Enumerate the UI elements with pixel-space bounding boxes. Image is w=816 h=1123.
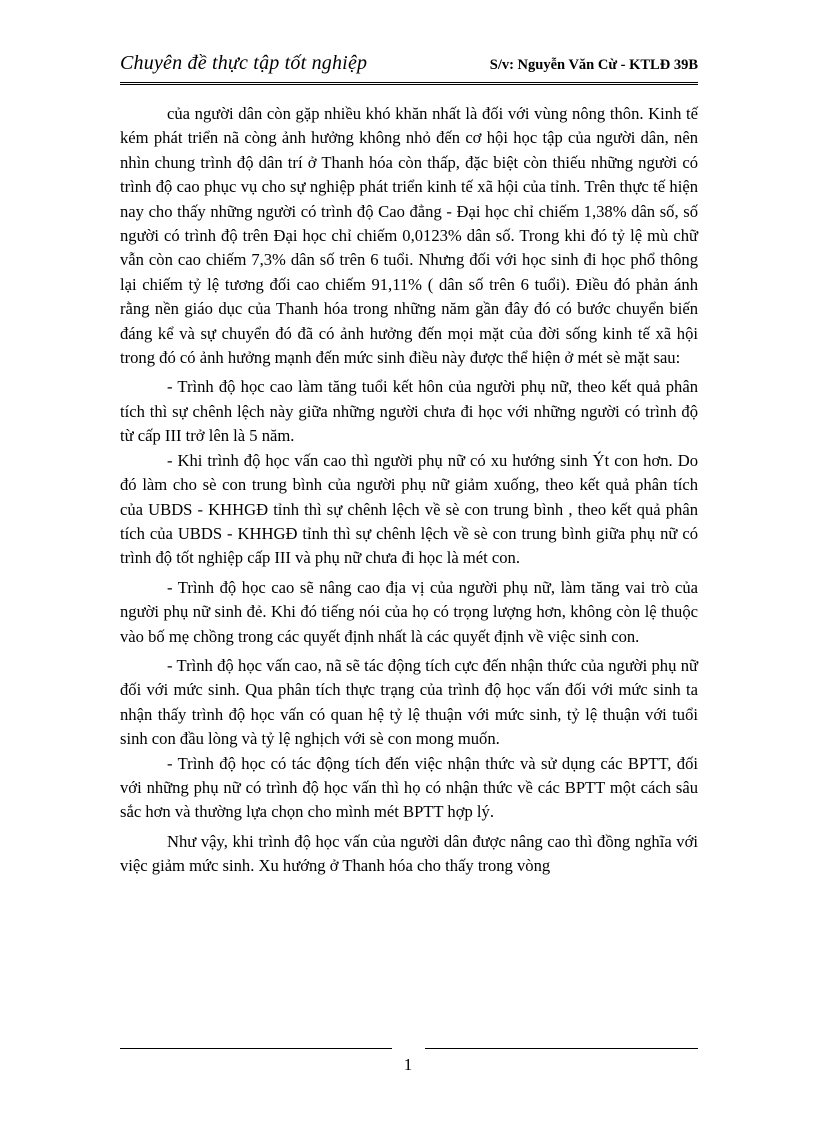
body-text	[120, 102, 698, 884]
paragraph-conclusion: Như vậy, khi trình độ học vấn của người dân được nâng cao thì đồng nghĩa với việc giảm mức sinh. Xu hướng ở Thanh hóa cho thấy trong vòng	[120, 831, 698, 876]
document-title: Chuyên đề thực tập tốt nghiệp	[120, 52, 368, 74]
page-header	[120, 52, 698, 85]
paragraph-intro: của người dân còn gặp nhiều khó khăn nhất là đối với vùng nông thôn. Kinh tế kém phát triển nã còng ảnh hưởng không nhỏ đến cơ hội học tập của người dân, nên nhìn chung trình độ dân trí ở Thanh hóa còn thấp, đặc biệt còn thiếu những người có trình độ cao phục vụ cho sự nghiệp phát triển kinh tế xã hội của tỉnh. Trên thực tế hiện nay cho thấy những người có trình độ Cao đẳng - Đại học chỉ chiếm 1,38% dân số, số người có trình độ trên Đại học chỉ chiếm 0,0123% dân số. Trong khi đó tỷ lệ mù chữ vẫn còn cao chiếm 7,3% dân số trên 6 tuổi. Nhưng đối với học sinh đi học phổ thông lại chiếm tỷ lệ tương đối cao chiếm 91,11% ( dân số trên 6 tuổi). Điều đó phản ánh rằng nền giáo dục của Thanh hóa trong những năm gần đây đó có bước chuyển biến đáng kể và sự chuyển đó đã có ảnh hưởng đến mọi mặt của đời sống kinh tế xã hội trong đó có ảnh hưởng mạnh đến mức sinh điều này được thể hiện ở mét sè mặt sau:	[120, 104, 698, 368]
paragraph-fewer-children: - Khi trình độ học vấn cao thì người phụ nữ có xu hướng sinh Ýt con hơn. Do đó làm cho sè con trung bình của người phụ nữ giảm xuống, theo kết quả phân tích của UBDS - KHHGĐ tỉnh thì sự chênh lệch về sè con trung bình , theo kết quả phân tích của UBDS - KHHGĐ tỉnh thì sự chênh lệch về sè con trung bình giữa phụ nữ có trình độ tốt nghiệp cấp III và phụ nữ chưa đi học là mét con.	[120, 450, 698, 568]
footer-divider-right	[425, 1048, 698, 1049]
paragraph-marriage-age: - Trình độ học cao làm tăng tuổi kết hôn của người phụ nữ, theo kết quả phân tích thì sự chênh lệch này giữa những người chưa đi học với những người có trình độ từ cấp III trở lên là 5 năm.	[120, 377, 698, 446]
author-info: S/v: Nguyễn Văn Cừ - KTLĐ 39B	[489, 57, 698, 73]
page-number: 1	[403, 1055, 413, 1074]
paragraph-contraception: - Trình độ học có tác động tích đến việc nhận thức và sử dụng các BPTT, đối với những phụ nữ có trình độ học vấn thì họ có nhận thức về các BPTT một cách sâu sắc hơn và thường lựa chọn cho mình mét BPTT hợp lý.	[120, 753, 698, 822]
paragraph-awareness: - Trình độ học vấn cao, nã sẽ tác động tích cực đến nhận thức của người phụ nữ đối với mức sinh. Qua phân tích thực trạng của trình độ học vấn đối với mức sinh ta nhận thấy trình độ học vấn có quan hệ tỷ lệ thuận với mức sinh, tỷ lệ thuận với tuổi sinh con đầu lòng và tỷ lệ nghịch với sè con mong muốn.	[120, 655, 698, 749]
paragraph-woman-status: - Trình độ học cao sẽ nâng cao địa vị của người phụ nữ, làm tăng vai trò của người phụ nữ sinh đẻ. Khi đó tiếng nói của họ có trọng lượng hơn, không còn lệ thuộc vào bố mẹ chồng trong các quyết định nhất là các quyết định về việc sinh con.	[120, 577, 698, 646]
footer-divider-left	[120, 1048, 392, 1049]
